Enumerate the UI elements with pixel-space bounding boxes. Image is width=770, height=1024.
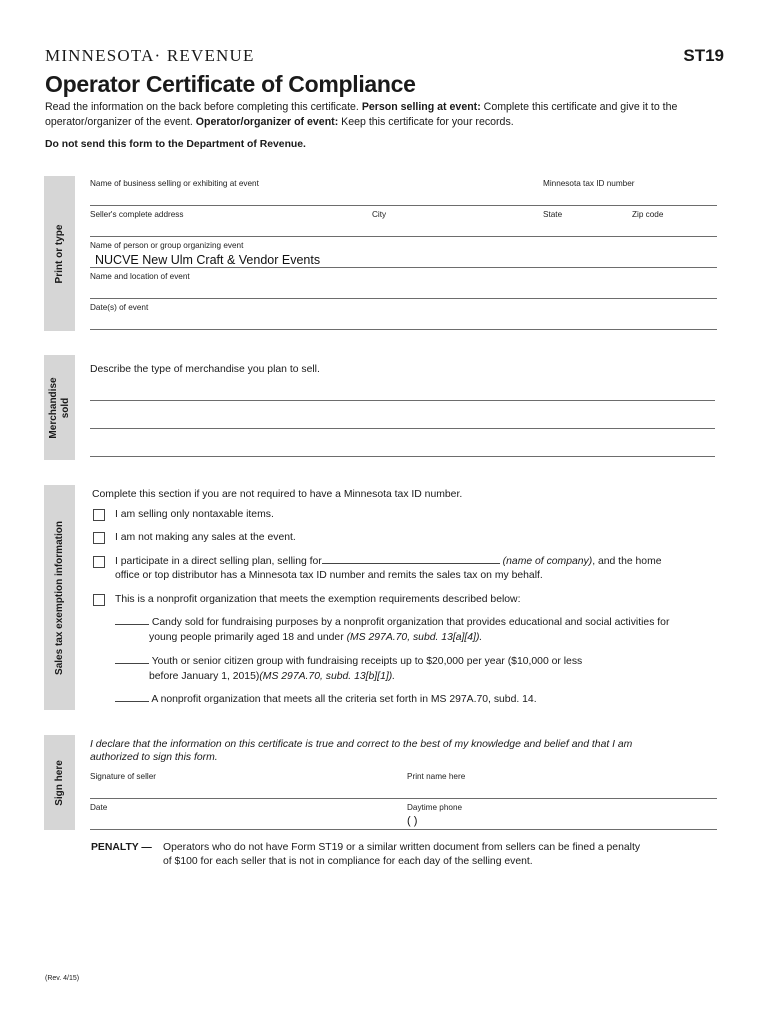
exemption-tab <box>44 485 75 710</box>
candy-line-2 <box>149 631 482 645</box>
merchandise-line-3[interactable] <box>90 456 715 457</box>
penalty-line-1: Operators who do not have Form ST19 or a similar written document from sellers can be fined a penalty <box>163 842 641 853</box>
youth-line-1: Youth or senior citizen group with fundraising receipts up to $20,000 per year ($10,000 or less <box>151 656 583 667</box>
option-no-sales: I am not making any sales at the event. <box>115 532 296 543</box>
direct-selling-line-2: office or top distributor has a Minnesota tax ID number and remits the sales tax on my behalf. <box>115 570 543 581</box>
merchandise-line-2[interactable] <box>90 428 715 429</box>
event-dates-field[interactable] <box>90 320 717 330</box>
event-dates-label: Date(s) of event <box>90 303 149 312</box>
organizer-value[interactable]: NUCVE New Ulm Craft & Vendor Events <box>95 253 321 267</box>
company-name-field[interactable] <box>322 555 500 564</box>
intro-bold-1: Person selling at event: <box>361 101 481 113</box>
merchandise-tab-label-1: Merchandise <box>47 376 59 439</box>
business-name-field[interactable] <box>90 196 717 206</box>
signature-field[interactable] <box>90 789 717 799</box>
exemption-tab-label: Sales tax exemption information <box>53 520 65 675</box>
direct-selling-text-c: , and the home <box>592 556 662 567</box>
signature-label: Signature of seller <box>90 772 156 781</box>
event-name-field[interactable] <box>90 289 717 299</box>
intro-part-1: Read the information on the back before completing this certificate. <box>45 101 362 113</box>
event-name-label: Name and location of event <box>90 272 190 281</box>
sub-option-youth <box>115 655 582 669</box>
merchandise-prompt: Describe the type of merchandise you plan to sell. <box>90 364 320 375</box>
page-title: Operator Certificate of Compliance <box>45 71 416 97</box>
penalty-line-2: of $100 for each seller that is not in compliance for each day of the selling event. <box>163 856 533 867</box>
form-number: ST19 <box>683 46 724 65</box>
organizer-field[interactable] <box>90 258 717 268</box>
checkbox-nonprofit[interactable] <box>93 594 105 606</box>
zip-label: Zip code <box>632 210 664 219</box>
option-direct-selling <box>115 555 662 569</box>
sign-here-tab-label: Sign here <box>53 759 65 806</box>
direct-selling-company-hint: (name of company) <box>502 556 593 567</box>
checkbox-direct-selling[interactable] <box>93 556 105 568</box>
declaration-line-2: authorized to sign this form. <box>90 752 218 763</box>
candy-line-2-text: young people primarily aged 18 and under <box>149 632 347 643</box>
intro-bold-2: Operator/organizer of event: <box>195 116 339 128</box>
print-or-type-tab-label: Print or type <box>53 224 65 283</box>
business-name-label: Name of business selling or exhibiting at event <box>90 179 259 188</box>
candy-line-1: Candy sold for fundraising purposes by a nonprofit organization that provides educational and social activities for <box>151 617 670 628</box>
sub-option-candy <box>115 616 669 630</box>
sign-here-tab <box>44 735 75 830</box>
sub-option-nonprofit-criteria <box>115 693 537 707</box>
do-not-send-notice: Do not send this form to the Department of Revenue. <box>45 139 306 150</box>
penalty-label: PENALTY — <box>91 842 152 853</box>
address-field[interactable] <box>90 227 717 237</box>
direct-selling-text-a: I participate in a direct selling plan, selling for <box>115 556 322 567</box>
declaration-line-1: I declare that the information on this certificate is true and correct to the best of my knowledge and belief and that I am <box>90 739 633 750</box>
intro-part-2: Complete this certificate and give it to the operator/organizer of the event. <box>45 101 678 128</box>
city-label: City <box>372 210 387 219</box>
date-field[interactable] <box>90 820 717 830</box>
checkbox-no-sales[interactable] <box>93 532 105 544</box>
merchandise-tab <box>44 355 75 460</box>
organizer-label: Name of person or group organizing event <box>90 241 244 250</box>
print-name-label: Print name here <box>407 772 466 781</box>
intro-part-3: Keep this certificate for your records. <box>338 116 514 128</box>
agency-logo: MINNESOTA· REVENUE <box>45 46 255 65</box>
youth-blank[interactable] <box>115 656 149 664</box>
youth-line-2 <box>149 670 395 684</box>
criteria-text: A nonprofit organization that meets all the criteria set forth in MS 297A.70, subd. 14. <box>151 694 537 705</box>
merchandise-tab-label <box>48 377 72 438</box>
candy-blank[interactable] <box>115 617 149 625</box>
checkbox-nontaxable[interactable] <box>93 509 105 521</box>
exemption-intro: Complete this section if you are not required to have a Minnesota tax ID number. <box>92 489 463 500</box>
option-nontaxable: I am selling only nontaxable items. <box>115 509 274 520</box>
merchandise-line-1[interactable] <box>90 400 715 401</box>
option-nonprofit: This is a nonprofit organization that meets the exemption requirements described below: <box>115 594 521 605</box>
phone-parens: ( ) <box>407 815 418 827</box>
tax-id-label: Minnesota tax ID number <box>543 179 635 188</box>
youth-line-2-text: before January 1, 2015) <box>149 671 260 682</box>
criteria-blank[interactable] <box>115 694 149 702</box>
state-label: State <box>543 210 563 219</box>
phone-label: Daytime phone <box>407 803 463 812</box>
date-label: Date <box>90 803 108 812</box>
revision-date: (Rev. 4/15) <box>45 975 80 982</box>
candy-statute: (MS 297A.70, subd. 13[a][4]). <box>346 632 483 643</box>
address-label: Seller's complete address <box>90 210 184 219</box>
merchandise-tab-label-2: sold <box>59 397 71 418</box>
youth-statute: (MS 297A.70, subd. 13[b][1]). <box>259 671 396 682</box>
print-or-type-tab <box>44 176 75 331</box>
intro-text <box>45 100 725 130</box>
